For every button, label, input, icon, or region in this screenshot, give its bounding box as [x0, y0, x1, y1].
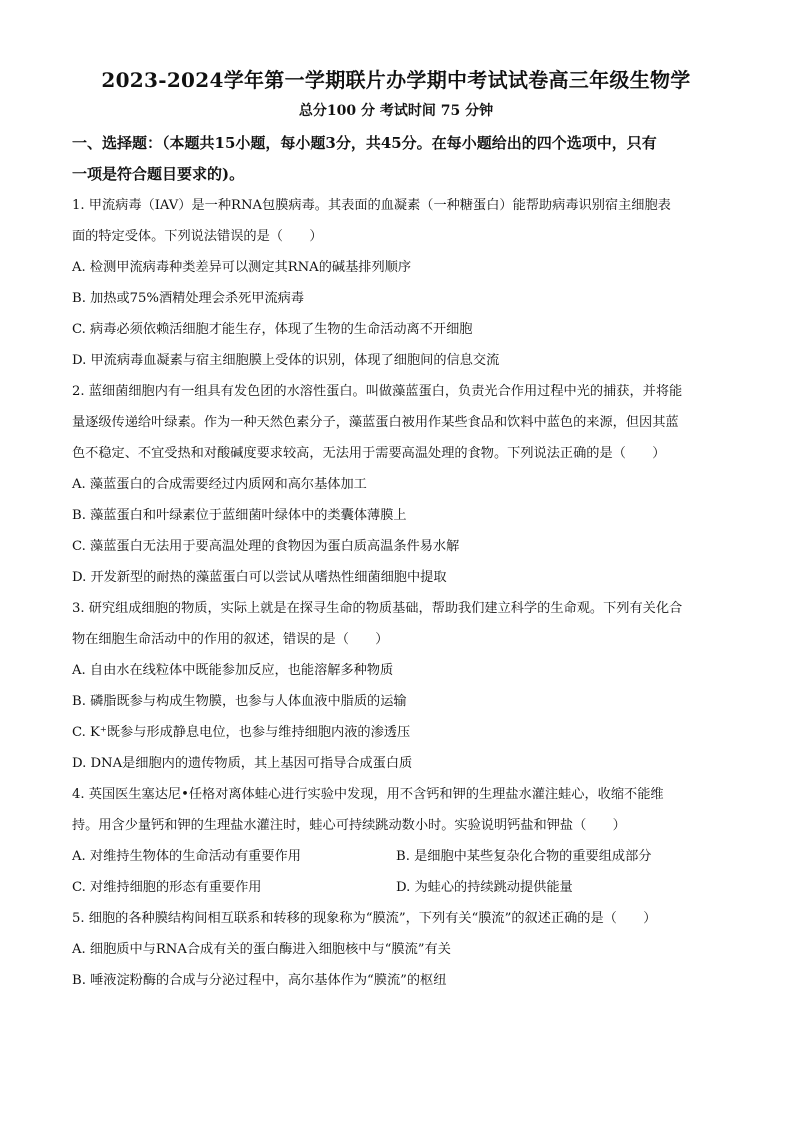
option-b: B. 唾液淀粉酶的合成与分泌过程中，高尔基体作为“膜流”的枢纽	[72, 973, 447, 988]
option-c: C. 对维持细胞的形态有重要作用	[72, 880, 262, 895]
option-c: C. 藻蓝蛋白无法用于要高温处理的食物因为蛋白质高温条件易水解	[72, 539, 460, 554]
question-stem-line: 色不稳定、不宜受热和对酸碱度要求较高，无法用于需要高温处理的食物。下列说法正确的是（ ）	[72, 446, 666, 461]
question-stem-line: 面的特定受体。下列说法错误的是（ ）	[72, 229, 323, 244]
question-stem-line: 3. 研究组成细胞的物质，实际上就是在探寻生命的物质基础，帮助我们建立科学的生命观。下列有关化合	[72, 601, 683, 616]
option-b: B. 磷脂既参与构成生物膜，也参与人体血液中脂质的运输	[72, 694, 407, 709]
question-2	[72, 376, 720, 593]
option-d: D. 开发新型的耐热的藻蓝蛋白可以尝试从嗜热性细菌细胞中提取	[72, 570, 447, 585]
option-a: A. 藻蓝蛋白的合成需要经过内质网和高尔基体加工	[72, 477, 367, 492]
option-b: B. 是细胞中某些复杂化合物的重要组成部分	[396, 849, 652, 864]
question-3	[72, 593, 720, 779]
option-c: C. 病毒必须依赖活细胞才能生存，体现了生物的生命活动离不开细胞	[72, 322, 473, 337]
section-heading-line2: 一项是符合题目要求的)。	[72, 165, 245, 183]
option-row	[72, 841, 720, 872]
option-a: A. 细胞质中与RNA合成有关的蛋白酶进入细胞核中与“膜流”有关	[72, 942, 451, 957]
question-stem-line: 量逐级传递给叶绿素。作为一种天然色素分子，藻蓝蛋白被用作某些食品和饮料中蓝色的来源，但因其蓝	[72, 415, 679, 430]
question-stem-line: 物在细胞生命活动中的作用的叙述，错误的是（ ）	[72, 632, 389, 647]
option-b: B. 加热或75%酒精处理会杀死甲流病毒	[72, 291, 305, 306]
section-heading-line1: 一、选择题：（本题共15小题，每小题3分，共45分。在每小题给出的四个选项中，只有	[72, 134, 657, 152]
question-1	[72, 190, 720, 376]
option-b: B. 藻蓝蛋白和叶绿素位于蓝细菌叶绿体中的类囊体薄膜上	[72, 508, 407, 523]
question-stem-line: 4. 英国医生塞达尼•任格对离体蛙心进行实验中发现，用不含钙和钾的生理盐水灌注蛙心，收缩不能维	[72, 787, 664, 802]
question-stem-line: 1. 甲流病毒（IAV）是一种RNA包膜病毒。其表面的血凝素（一种糖蛋白）能帮助病毒识别宿主细胞表	[72, 198, 671, 213]
question-stem-line: 持。用含少量钙和钾的生理盐水灌注时，蛙心可持续跳动数小时。实验说明钙盐和钾盐（ ）	[72, 818, 626, 833]
exam-title: 2023-2024学年第一学期联片办学期中考试试卷高三年级生物学	[101, 68, 691, 92]
option-row	[72, 872, 720, 903]
option-a: A. 对维持生物体的生命活动有重要作用	[72, 849, 301, 864]
question-stem-line: 5. 细胞的各种膜结构间相互联系和转移的现象称为“膜流”，下列有关“膜流”的叙述正确的是（ ）	[72, 911, 657, 926]
question-stem-line: 2. 蓝细菌细胞内有一组具有发色团的水溶性蛋白。叫做藻蓝蛋白，负责光合作用过程中光的捕获，并将能	[72, 384, 683, 399]
option-c: C. K⁺既参与形成静息电位，也参与维持细胞内液的渗透压	[72, 725, 411, 740]
option-d: D. 甲流病毒血凝素与宿主细胞膜上受体的识别，体现了细胞间的信息交流	[72, 353, 500, 368]
question-4	[72, 779, 720, 903]
option-d: D. 为蛙心的持续跳动提供能量	[396, 880, 573, 895]
option-d: D. DNA是细胞内的遗传物质，其上基因可指导合成蛋白质	[72, 756, 413, 771]
exam-subtitle: 总分100 分 考试时间 75 分钟	[298, 103, 494, 119]
option-a: A. 自由水在线粒体中既能参加反应，也能溶解多种物质	[72, 663, 394, 678]
question-5	[72, 903, 720, 996]
option-a: A. 检测甲流病毒种类差异可以测定其RNA的碱基排列顺序	[72, 260, 412, 275]
